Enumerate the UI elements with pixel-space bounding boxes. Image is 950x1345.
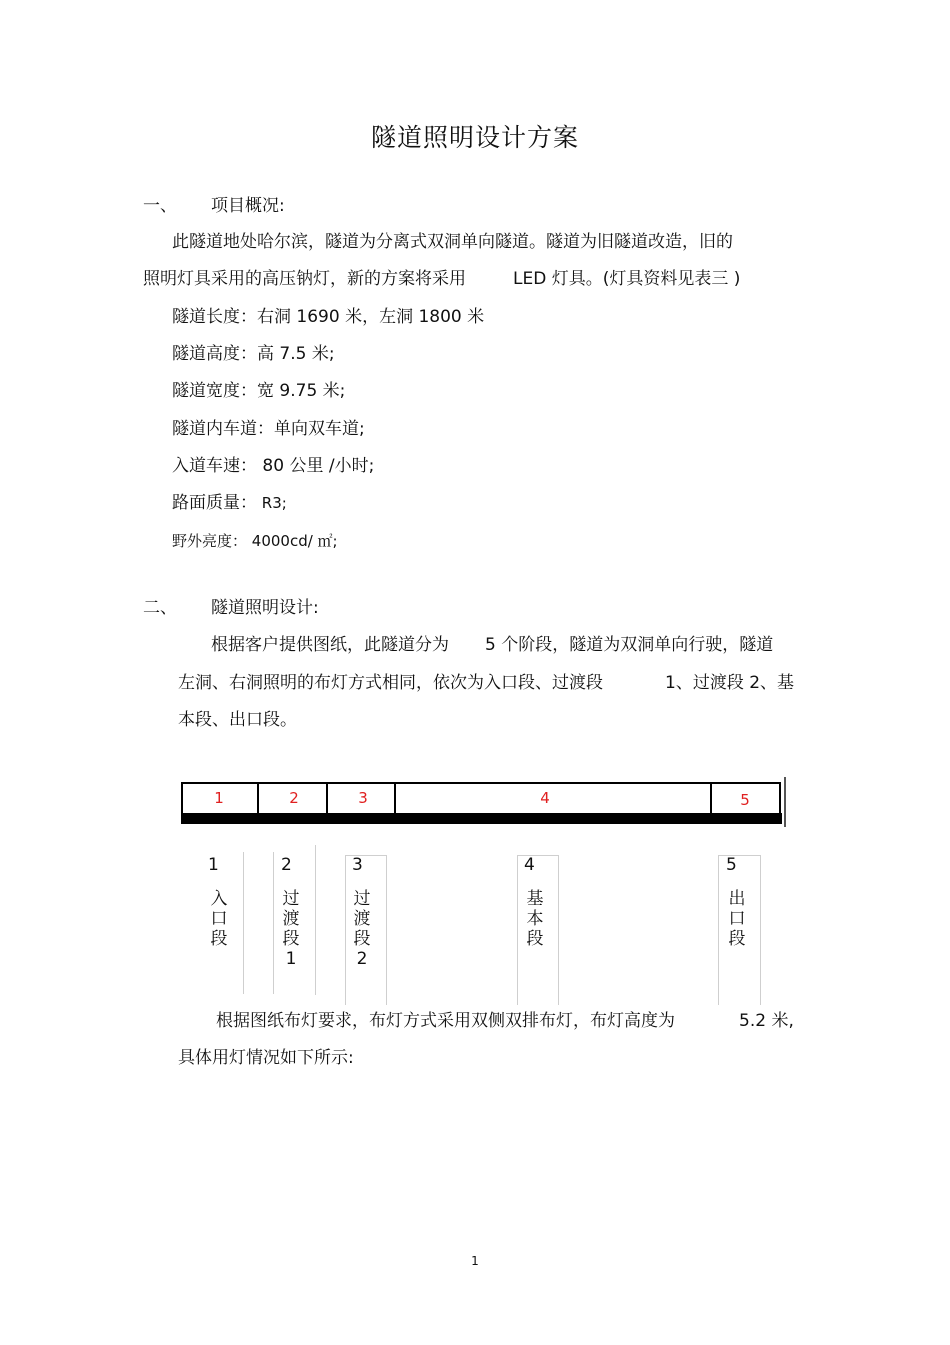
- segment-label-number: 1: [208, 855, 219, 875]
- divider-line: [760, 855, 761, 1005]
- paragraph-line: 根据图纸布灯要求，布灯方式采用双侧双排布灯，布灯高度为: [216, 1011, 675, 1031]
- segment-label-number: 4: [524, 855, 535, 875]
- divider-line: [718, 855, 719, 1005]
- spec-label: 隧道宽度：: [172, 381, 257, 401]
- spec-item: [172, 493, 287, 513]
- paragraph-line: 左洞、右洞照明的布灯方式相同，依次为入口段、过渡段: [178, 673, 603, 693]
- spec-value: 右洞 1690 米，左洞 1800 米: [257, 307, 485, 327]
- tunnel-outline: [181, 782, 781, 815]
- spec-label: 入道车速：: [172, 456, 257, 476]
- section-number: 二、: [143, 598, 177, 618]
- section-heading: 项目概况:: [211, 196, 285, 216]
- tunnel-road: [181, 813, 782, 824]
- spec-item: [172, 456, 374, 476]
- segment-number: 1: [214, 789, 224, 807]
- segment-label: 入口段: [210, 889, 228, 949]
- divider-line: [273, 852, 274, 994]
- page-number: 1: [471, 1254, 479, 1268]
- segment-label: 过渡段2: [353, 889, 371, 969]
- paragraph-line: 1、过渡段 2、基: [665, 673, 795, 693]
- tunnel-diagram: [181, 777, 787, 829]
- spec-value: 80 公里 /小时;: [257, 456, 375, 476]
- spec-value: 宽 9.75 米;: [257, 381, 346, 401]
- spec-label: 野外亮度：: [172, 532, 248, 550]
- segment-label-number: 3: [352, 855, 363, 875]
- tunnel-end-line: [784, 777, 786, 827]
- segment-label: 出口段: [728, 889, 746, 949]
- spec-label: 隧道长度：: [172, 307, 257, 327]
- spec-label: 隧道内车道：: [172, 419, 274, 439]
- divider-line: [345, 855, 346, 1005]
- paragraph-line: 5.2 米,: [739, 1011, 794, 1031]
- section-number: 一、: [143, 196, 177, 216]
- spec-value: 4000cd/ ㎡;: [247, 532, 338, 550]
- segment-number: 2: [289, 789, 299, 807]
- segment-label: 过渡段1: [282, 889, 300, 969]
- divider-line: [243, 852, 244, 994]
- paragraph-line: 本段、出口段。: [178, 710, 297, 730]
- paragraph-line: 照明灯具采用的高压钠灯，新的方案将采用: [143, 269, 466, 289]
- divider-line: [558, 855, 559, 1005]
- paragraph-line: 5 个阶段，隧道为双洞单向行驶，隧道: [485, 635, 774, 655]
- spec-value: 高 7.5 米;: [257, 344, 335, 364]
- spec-item: [172, 307, 484, 327]
- divider-line: [386, 855, 387, 1005]
- segment-number: 3: [358, 789, 368, 807]
- divider-line: [718, 855, 760, 856]
- page-title: 隧道照明设计方案: [370, 123, 579, 152]
- segment-divider: [710, 782, 712, 814]
- paragraph-line: 根据客户提供图纸，此隧道分为: [211, 635, 449, 655]
- spec-item: [172, 344, 335, 364]
- spec-item: [172, 531, 338, 551]
- segment-divider: [257, 782, 259, 814]
- spec-label: 隧道高度：: [172, 344, 257, 364]
- segment-label: 基本段: [526, 889, 544, 949]
- spec-item: [172, 381, 345, 401]
- spec-label: 路面质量：: [172, 493, 257, 513]
- segment-number: 5: [740, 791, 750, 809]
- paragraph-line: 具体用灯情况如下所示:: [178, 1048, 354, 1068]
- divider-line: [517, 855, 518, 1005]
- section-heading: 隧道照明设计:: [211, 598, 319, 618]
- spec-value: R3;: [257, 494, 287, 512]
- segment-label-number: 5: [726, 855, 737, 875]
- segment-divider: [326, 782, 328, 814]
- paragraph-line: 此隧道地处哈尔滨，隧道为分离式双洞单向隧道。隧道为旧隧道改造，旧的: [172, 232, 733, 252]
- segment-label-number: 2: [281, 855, 292, 875]
- divider-line: [315, 845, 316, 995]
- spec-item: [172, 419, 365, 439]
- paragraph-line: LED 灯具。(灯具资料见表三 ): [513, 269, 741, 289]
- segment-number: 4: [540, 789, 550, 807]
- segment-divider: [394, 782, 396, 814]
- spec-value: 单向双车道;: [274, 419, 365, 439]
